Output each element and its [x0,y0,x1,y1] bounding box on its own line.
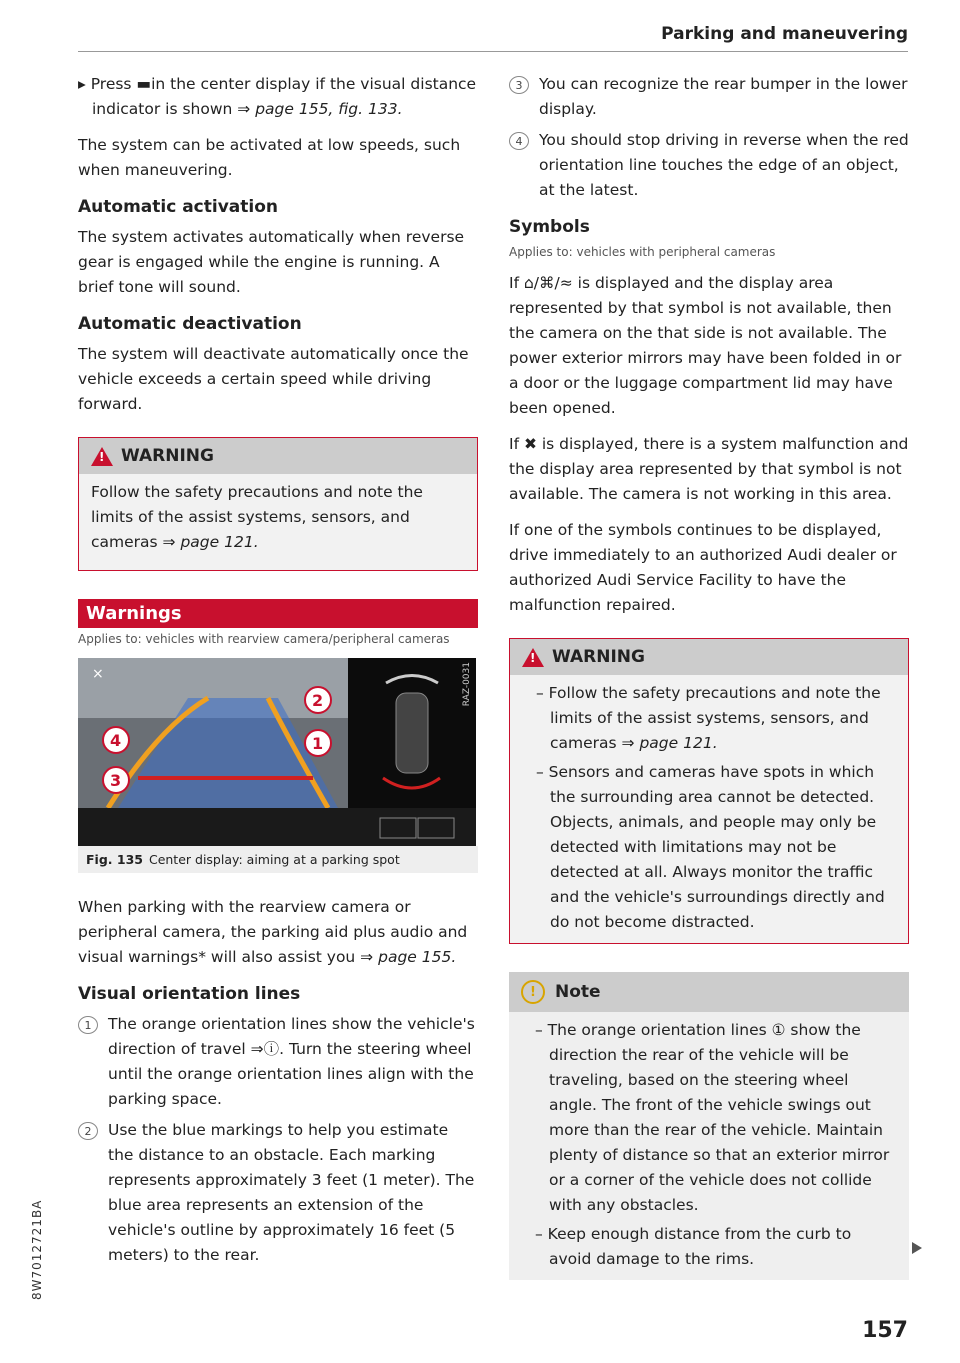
note-box: ! Note – The orange orientation lines ① show the direction the rear of the vehicle will be traveling, based on the steering wheel angle. The front of the vehicle swings out more than the rear of the vehicle. Maintain plenty of distance so that an exterior mirror or a corner of the vehicle does not collide with any obstacles. – Keep enough distance from the curb to avoid damage to the rims. [509,972,909,1280]
auto-deactivation-text: The system will deactivate automatically once the vehicle exceeds a certain speed while driving forward. [78,345,469,413]
symbols-title: Symbols [509,217,590,237]
visual-orientation-title: Visual orientation lines [78,984,301,1004]
applies-to: Applies to: vehicles with peripheral cameras [509,245,776,259]
callout-2: 2 [78,1122,98,1140]
page-header-title: Parking and maneuvering [661,24,908,44]
page-link[interactable]: page 155, fig. 133. [255,100,403,118]
figure-caption: Fig. 135 Center display: aiming at a parking spot [78,846,478,873]
intro-paragraph: ▸ Press ▬in the center display if the visual distance indicator is shown ⇒ page 155, fig. 133. [78,75,477,118]
svg-text:3: 3 [110,771,122,790]
parking-text: When parking with the rearview camera or peripheral camera, the parking aid plus audio and visual warnings* will also assist you ⇒ page 155. [78,898,468,966]
warning-box: ! WARNING Follow the safety precautions and note the limits of the assist systems, sensors, and cameras ⇒ page 121. [78,437,478,571]
callout-1: 1 [78,1016,98,1034]
list-item: 3 You can recognize the rear bumper in the lower display. [509,72,909,122]
warning-icon [522,648,544,667]
figure-center-display [78,658,476,846]
page-number: 157 [862,1318,908,1343]
callout-4: 4 [509,132,529,150]
camera-view-illustration [78,658,476,846]
header-rule [78,51,908,52]
list-item: 2 Use the blue markings to help you estimate the distance to an obstacle. Each marking represents approximately 3 feet (1 meter). The blue area represents an extension of the vehicle's outline by approximately 16 feet (5 meters) to the rear. [78,1118,478,1268]
symbols-text-2: If ✖ is displayed, there is a system malfunction and the display area represented by that symbol is not available. The camera is not working in this area. [509,435,909,503]
low-speed-text: The system can be activated at low speeds, such when maneuvering. [78,136,461,179]
page-link[interactable]: page 155. [378,948,457,966]
symbols-text-1: If ⌂/⌘/≈ is displayed and the display area represented by that symbol is not available, then the camera on the that side is not available. The power exterior mirrors may have been folded in or a door or the luggage compartment lid may have been opened. [509,274,902,417]
page-link[interactable]: page 121. [180,533,259,551]
warning-icon [91,447,113,466]
auto-deactivation-title: Automatic deactivation [78,314,302,334]
svg-text:2: 2 [312,691,324,710]
document-code: 8W7012721BA [30,1199,44,1300]
svg-text:4: 4 [110,731,122,750]
callout-3: 3 [509,76,529,94]
next-page-arrow-icon [912,1242,922,1254]
applies-to: Applies to: vehicles with rearview camera/peripheral cameras [78,632,450,646]
left-column [78,72,478,1274]
auto-activation-title: Automatic activation [78,197,278,217]
svg-text:×: × [92,666,104,682]
warning-box: ! WARNING – Follow the safety precautions and note the limits of the assist systems, sensors, and cameras ⇒ page 121. – Sensors and cameras have spots in which the surrounding area cannot be detected. Objects, animals, and people may only be detected with limitations may not be detected at all. Always monitor the traffic and the vehicle's surroundings directly and do not become distracted. [509,638,909,944]
section-title-warnings: Warnings [78,599,478,628]
svg-text:1: 1 [312,734,324,753]
auto-activation-text: The system activates automatically when reverse gear is engaged while the engine is running. A brief tone will sound. [78,228,465,296]
right-column [509,72,909,1280]
figure-code: RAZ-0031 [462,662,472,707]
page-link[interactable]: page 121. [639,734,718,752]
note-icon: ! [521,980,545,1004]
symbols-text-3: If one of the symbols continues to be displayed, drive immediately to an authorized Audi dealer or authorized Audi Service Facility to have the malfunction repaired. [509,521,897,614]
list-item: 4 You should stop driving in reverse when the red orientation line touches the edge of an object, at the latest. [509,128,909,203]
list-item: 1 The orange orientation lines show the vehicle's direction of travel ⇒ⓘ. Turn the steering wheel until the orange orientation lines align with the parking space. [78,1012,478,1112]
